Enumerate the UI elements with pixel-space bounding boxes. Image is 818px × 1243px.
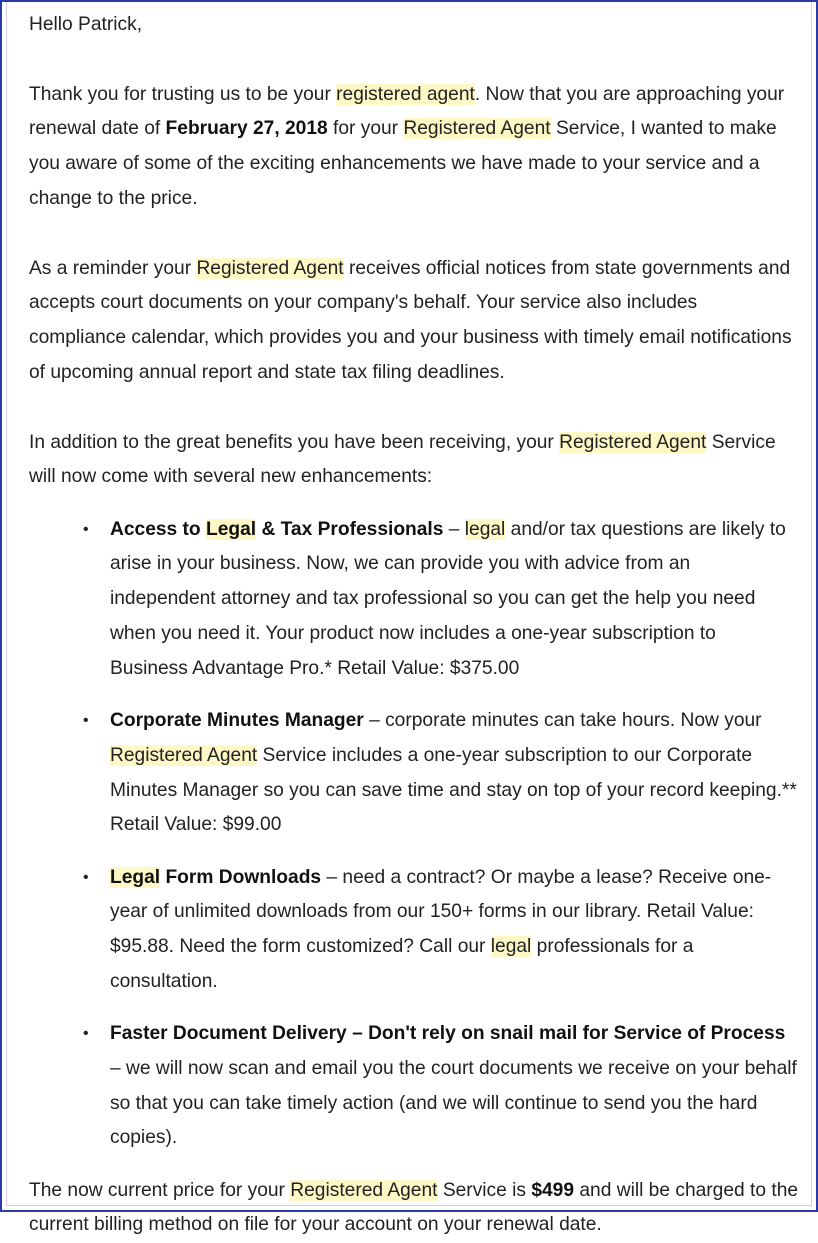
paragraph-enhancements-intro	[29, 426, 799, 496]
text: –	[443, 518, 465, 540]
text: for your	[327, 118, 404, 140]
text: and/or tax questions are likely to arise in your business. Now, we can provide you with advice from an independent attorney and tax professional so you can get the help you need when you need it. Your product now includes a one-year subscription to Business Advantage Pro.* Retail Value: $375.00	[110, 518, 786, 679]
spacer	[29, 43, 799, 78]
list-item-legal-tax	[29, 513, 799, 687]
highlight-registered-agent: Registered Agent	[403, 118, 551, 140]
highlight-registered-agent: Registered Agent	[110, 744, 258, 766]
item-title: Corporate Minutes Manager	[110, 709, 364, 731]
text: Service is	[437, 1179, 532, 1201]
text: Form Downloads	[160, 866, 322, 888]
bullet-icon: •	[83, 711, 89, 729]
item-title: Faster Document Delivery – Don't rely on snail mail for Service of Process	[110, 1023, 786, 1045]
highlight-registered-agent: Registered Agent	[559, 431, 707, 453]
text: & Tax Professionals	[256, 518, 444, 540]
text: receives official notices from state governments and accepts court documents on your company's behalf. Your service also includes compliance calendar, which provides you and your business with timely email notifications of upcoming annual report and state tax filing deadlines.	[29, 257, 792, 383]
text: The now current price for your	[29, 1179, 291, 1201]
text: . Now that you are approaching your renewal date of	[29, 83, 785, 140]
paragraph-reminder	[29, 252, 799, 391]
enhancements-list	[29, 513, 799, 1157]
text: and will be charged to the current billing method on file for your account on your renewal date.	[29, 1179, 799, 1236]
bullet-icon: •	[83, 1025, 89, 1043]
bullet-icon: •	[83, 868, 89, 886]
greeting: Hello Patrick,	[29, 14, 143, 35]
highlight-legal: legal	[464, 518, 506, 540]
list-item-form-downloads	[29, 861, 799, 1000]
highlight-legal: Legal	[205, 518, 257, 540]
text: As a reminder your	[29, 257, 197, 279]
list-item-document-delivery	[29, 1017, 799, 1156]
text: – corporate minutes can take hours. Now your	[363, 709, 762, 731]
text: Thank you for trusting us to be your	[29, 83, 337, 105]
text: Access to	[110, 518, 206, 540]
price: $499	[531, 1179, 575, 1201]
highlight-registered-agent: Registered Agent	[196, 257, 344, 279]
text: Service, I wanted to make you aware of some of the exciting enhancements we have made to your service and a change to the price.	[29, 118, 777, 209]
highlight-legal: legal	[490, 936, 532, 958]
text: – we will now scan and email you the court documents we receive on your behalf so that you can take timely action (and we will continue to send you the hard copies).	[110, 1057, 797, 1149]
text: – need a contract? Or maybe a lease? Receive one-year of unlimited downloads from our 150+ forms in our library. Retail Value: $95.88. Need the form customized? Call our	[110, 866, 772, 958]
text: Service will now come with several new enhancements:	[29, 431, 776, 488]
text: In addition to the great benefits you have been receiving, your	[29, 431, 560, 453]
enhancements-list-wrapper	[29, 513, 799, 1157]
spacer	[29, 217, 799, 252]
item-title	[110, 519, 443, 540]
highlight-legal: Legal	[110, 866, 161, 888]
text: Service includes a one-year subscription to our Corporate Minutes Manager so you can save time and stay on top of your record keeping.** Retail Value: $99.00	[110, 744, 797, 836]
highlight-registered-agent: Registered Agent	[290, 1179, 438, 1201]
paragraph-price	[29, 1174, 799, 1243]
email-body	[29, 8, 799, 1243]
paragraph-renewal-notice	[29, 78, 799, 217]
highlight-registered-agent: registered agent	[336, 83, 475, 105]
spacer	[29, 391, 799, 426]
item-title	[110, 867, 321, 888]
text: professionals for a consultation.	[110, 936, 694, 992]
list-item-minutes-manager	[29, 704, 799, 843]
bullet-icon: •	[83, 520, 89, 538]
renewal-date: February 27, 2018	[165, 118, 328, 140]
